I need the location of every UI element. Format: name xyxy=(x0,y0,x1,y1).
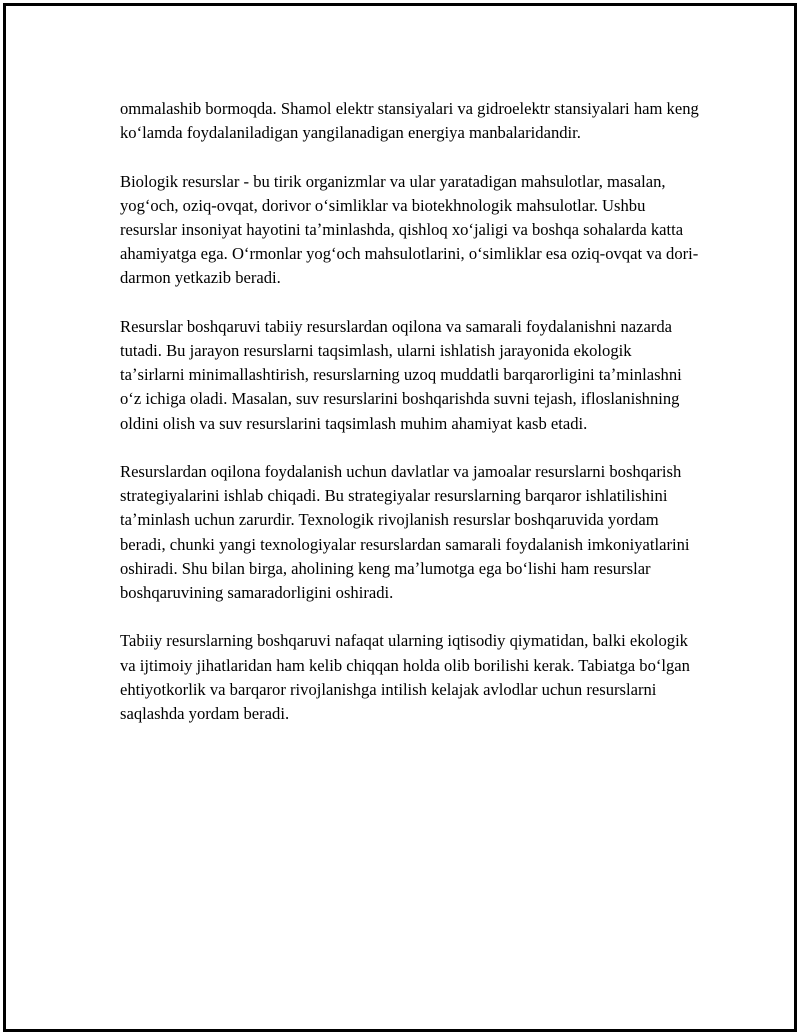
document-page xyxy=(3,3,797,1032)
paragraph-3: Resurslar boshqaruvi tabiiy resurslardan oqilona va samarali foydalanishni nazarda tutadi. Bu jarayon resurslarni taqsimlash, ularni ishlatish jarayonida ekologik taʼsirlarni minimallashtirish, resurslarning uzoq muddatli barqarorligini taʼminlashni oʻz ichiga oladi. Masalan, suv resurslarini boshqarishda suvni tejash, ifloslanishning oldini olish va suv resurslarini taqsimlash muhim ahamiyat kasb etadi. xyxy=(120,316,682,433)
document-body xyxy=(120,97,700,750)
paragraph-1: ommalashib bormoqda. Shamol elektr stansiyalari va gidroelektr stansiyalari ham keng koʻlamda foydalaniladigan yangilanadigan energiya manbalaridandir. xyxy=(120,99,699,143)
paragraph-4: Resurslardan oqilona foydalanish uchun davlatlar va jamoalar resurslarni boshqarish strategiyalarini ishlab chiqadi. Bu strategiyalar resurslarning barqaror ishlatilishini taʼminlash uchun zarurdir. Texnologik rivojlanish resurslar boshqaruvida yordam beradi, chunki yangi texnologiyalar resurslardan samarali foydalanish imkoniyatlarini oshiradi. Shu bilan birga, aholining keng maʼlumotga ega boʻlishi ham resurslar boshqaruvining samaradorligini oshiradi. xyxy=(120,462,690,603)
paragraph-5: Tabiiy resurslarning boshqaruvi nafaqat ularning iqtisodiy qiymatidan, balki ekologik va ijtimoiy jihatlaridan ham kelib chiqqan holda olib borilishi kerak. Tabiatga boʻlgan ehtiyotkorlik va barqaror rivojlanishga intilish kelajak avlodlar uchun resurslarni saqlashda yordam beradi. xyxy=(120,631,690,724)
paragraph-2: Biologik resurslar - bu tirik organizmlar va ular yaratadigan mahsulotlar, masalan, yogʻoch, oziq-ovqat, dorivor oʻsimliklar va biotekhnologik mahsulotlar. Ushbu resurslar insoniyat hayotini taʼminlashda, qishloq xoʻjaligi va boshqa sohalarda katta ahamiyatga ega. Oʻrmonlar yogʻoch mahsulotlarini, oʻsimliklar esa oziq-ovqat va dori-darmon yetkazib beradi. xyxy=(120,171,699,288)
